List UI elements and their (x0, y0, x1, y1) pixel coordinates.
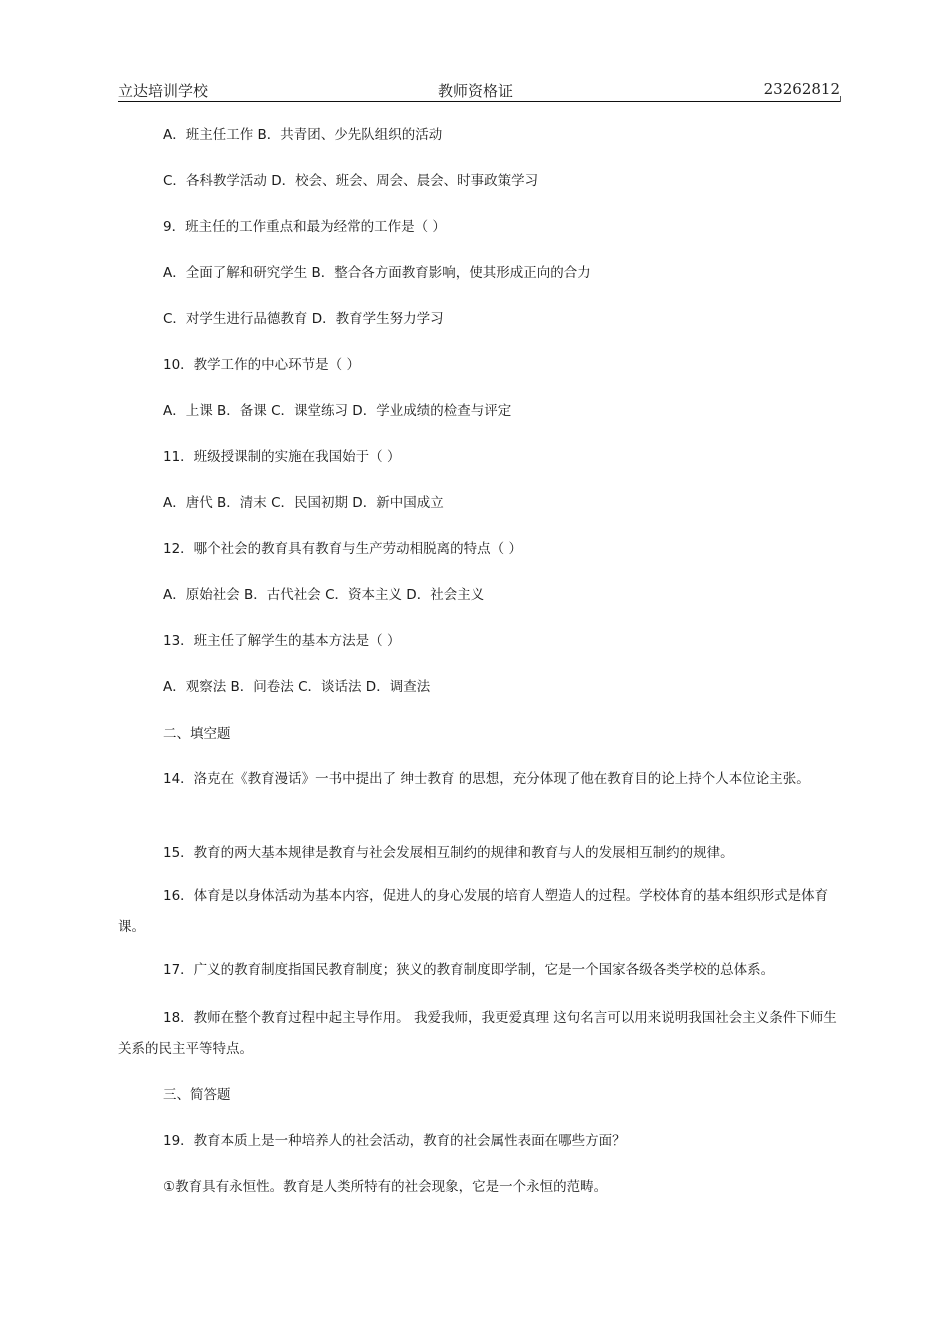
question-19: 19．教育本质上是一种培养人的社会活动，教育的社会属性表面在哪些方面？ (163, 1133, 626, 1149)
page-header (118, 80, 840, 102)
fill-blank-15: 15．教育的两大基本规律是教育与社会发展相互制约的规律和教育与人的发展相互制约的规律。 (163, 845, 734, 861)
question-12: 12．哪个社会的教育具有教育与生产劳动相脱离的特点（ ） (163, 541, 522, 557)
answer-19-1: ①教育具有永恒性。教育是人类所特有的社会现象，它是一个永恒的范畴。 (163, 1179, 608, 1195)
question-9: 9．班主任的工作重点和最为经常的工作是（ ） (163, 219, 446, 235)
option-line: A．上课 B．备课 C．课堂练习 D．学业成绩的检查与评定 (163, 403, 512, 419)
header-school-name: 立达培训学校 (118, 82, 209, 100)
option-line: C．对学生进行品德教育 D．教育学生努力学习 (163, 311, 444, 327)
fill-blank-14: 14．洛克在《教育漫话》一书中提出了 绅士教育 的思想，充分体现了他在教育目的论上持个人本位论主张。 (163, 771, 810, 787)
question-13: 13．班主任了解学生的基本方法是（ ） (163, 633, 401, 649)
option-line: A．观察法 B．问卷法 C．谈话法 D．调查法 (163, 679, 431, 695)
option-line: C．各科教学活动 D．校会、班会、周会、晨会、时事政策学习 (163, 173, 539, 189)
header-subject: 教师资格证 (438, 82, 514, 100)
header-rule (118, 101, 840, 102)
fill-blank-18: 18．教师在整个教育过程中起主导作用。 我爱我师，我更爱真理 这句名言可以用来说明我国社会主义条件下师生关系的民主平等特点。 (118, 1010, 837, 1057)
option-line: A．唐代 B．清末 C．民国初期 D．新中国成立 (163, 495, 444, 511)
question-11: 11．班级授课制的实施在我国始于（ ） (163, 449, 401, 465)
option-line: A．全面了解和研究学生 B．整合各方面教育影响，使其形成正向的合力 (163, 265, 591, 281)
option-line: A．班主任工作 B．共青团、少先队组织的活动 (163, 127, 443, 143)
question-10: 10．教学工作的中心环节是（ ） (163, 357, 360, 373)
section-title-fill-blank: 二、填空题 (163, 726, 231, 742)
header-rule-mark (840, 96, 842, 102)
header-phone: 23262812 (763, 80, 840, 98)
option-line: A．原始社会 B．古代社会 C．资本主义 D．社会主义 (163, 587, 485, 603)
section-title-short-answer: 三、简答题 (163, 1087, 231, 1103)
fill-blank-17: 17．广义的教育制度指国民教育制度；狭义的教育制度即学制，它是一个国家各级各类学校的总体系。 (163, 962, 775, 978)
fill-blank-16: 16．体育是以身体活动为基本内容，促进人的身心发展的培育人塑造人的过程。学校体育的基本组织形式是体育课。 (118, 888, 829, 935)
